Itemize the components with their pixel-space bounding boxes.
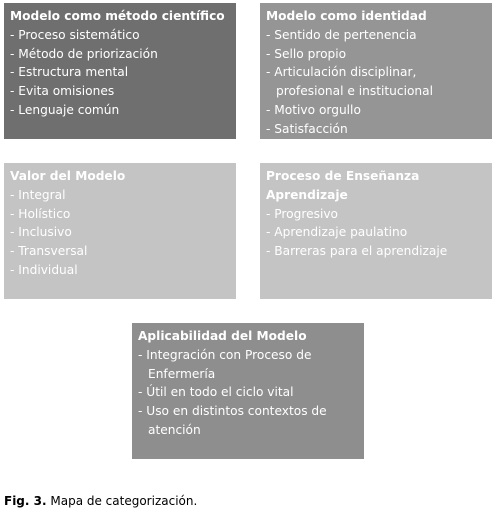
category-item: - Útil en todo el ciclo vital xyxy=(138,383,358,402)
category-box-ensenanza xyxy=(260,163,492,299)
category-box-identidad xyxy=(260,3,492,139)
category-box-aplicabilidad xyxy=(132,323,364,459)
category-item: - Articulación disciplinar, profesional e institucional xyxy=(266,63,486,101)
category-list xyxy=(266,26,486,139)
category-item: - Individual xyxy=(10,261,230,280)
category-item: - Barreras para el aprendizaje xyxy=(266,242,486,261)
category-box-valor xyxy=(4,163,236,299)
category-item: - Proceso sistemático xyxy=(10,26,230,45)
category-item: - Motivo orgullo xyxy=(266,101,486,120)
category-list xyxy=(10,26,230,120)
category-item: - Evita omisiones xyxy=(10,82,230,101)
category-list xyxy=(10,186,230,280)
figure-label: Fig. 3. xyxy=(4,494,47,508)
category-item: - Integral xyxy=(10,186,230,205)
category-item: - Progresivo xyxy=(266,205,486,224)
category-item: - Inclusivo xyxy=(10,223,230,242)
category-item: - Sentido de pertenencia xyxy=(266,26,486,45)
category-title: Aplicabilidad del Modelo xyxy=(138,329,307,343)
category-item: - Satisfacción xyxy=(266,120,486,139)
category-title: Modelo como método científico xyxy=(10,9,225,23)
category-item: - Lenguaje común xyxy=(10,101,230,120)
category-item: - Holístico xyxy=(10,205,230,224)
category-item: - Integración con Proceso de Enfermería xyxy=(138,346,358,384)
category-item: - Sello propio xyxy=(266,45,486,64)
category-item: - Transversal xyxy=(10,242,230,261)
category-item: - Estructura mental xyxy=(10,63,230,82)
category-title: Modelo como identidad xyxy=(266,9,427,23)
figure-caption xyxy=(4,494,197,508)
category-item: - Método de priorización xyxy=(10,45,230,64)
category-item: - Uso en distintos contextos de atención xyxy=(138,402,358,440)
category-list xyxy=(138,346,358,440)
category-item: - Aprendizaje paulatino xyxy=(266,223,486,242)
category-list xyxy=(266,205,486,261)
figure-caption-text: Mapa de categorización. xyxy=(50,494,198,508)
category-title: Valor del Modelo xyxy=(10,169,126,183)
category-box-metodo-cientifico xyxy=(4,3,236,139)
category-title: Proceso de Enseñanza Aprendizaje xyxy=(266,169,420,202)
